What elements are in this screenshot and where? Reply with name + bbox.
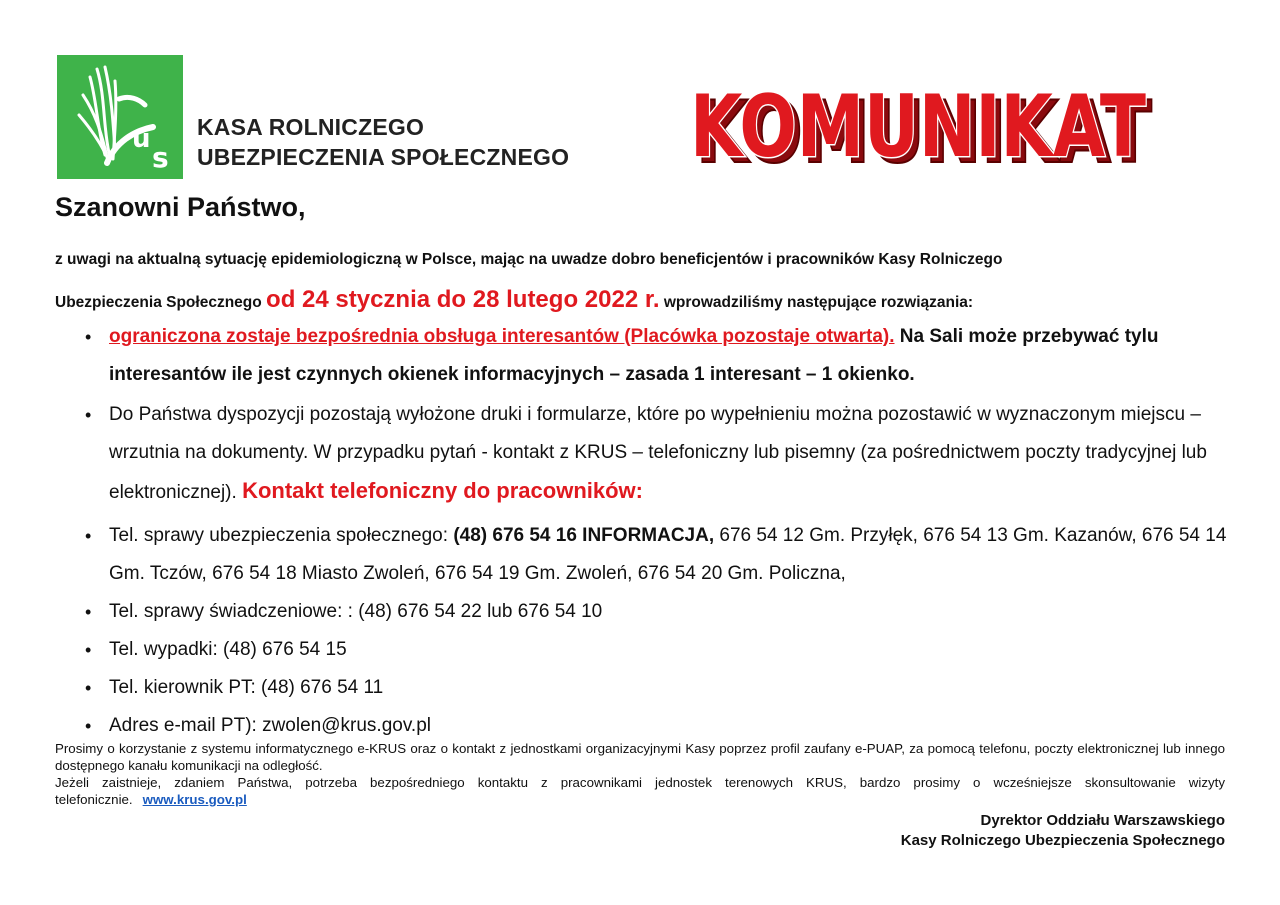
organization-name <box>197 112 569 172</box>
website-link[interactable]: www.krus.gov.pl <box>142 792 247 807</box>
komunikat-banner <box>686 78 1161 173</box>
item-1-red: ograniczona zostaje bezpośrednia obsługa interesantów (Placówka pozostaje otwarta). <box>109 326 895 347</box>
signature-line-2: Kasy Rolniczego Ubezpieczenia Społecznego <box>900 832 1225 849</box>
list-item: • Tel. kierownik PT: (48) 676 54 11 <box>80 669 1230 707</box>
svg-text:u: u <box>132 124 151 154</box>
footer-paragraph-2-text: Jeżeli zaistnieje, zdaniem Państwa, potrzeba bezpośredniego kontaktu z pracownikami jednostek terenowych KRUS, bardzo prosimy o wcześniejsze skonsultowanie wizyty telefonicznie. <box>55 775 1225 807</box>
signature <box>901 811 1225 851</box>
intro-text-a: Ubezpieczenia Społecznego <box>55 294 267 311</box>
list-item: • Adres e-mail PT): zwolen@krus.gov.pl <box>80 707 1230 745</box>
list-item <box>80 396 1230 512</box>
intro-line-1: z uwagi na aktualną sytuację epidemiologiczną w Polsce, mając na uwadze dobro beneficjentów i pracowników Kasy Rolniczego <box>55 251 1003 268</box>
list-item <box>80 318 1230 394</box>
intro-paragraph <box>55 240 1245 323</box>
footer-notice <box>55 740 1225 808</box>
org-line-1: KASA ROLNICZEGO <box>197 114 425 140</box>
item-3-a: Tel. sprawy ubezpieczenia społecznego: <box>109 525 454 546</box>
item-2-red: Kontakt telefoniczny do pracowników: <box>242 478 643 503</box>
footer-paragraph-1: Prosimy o korzystanie z systemu informatycznego e-KRUS oraz o kontakt z jednostkami organizacyjnymi Kasy poprzez profil zaufany e-PUAP, za pomocą telefonu, poczty elektronicznej lub innego dostępnego kanału komunikacji na odległość. <box>55 741 1225 773</box>
org-line-2: UBEZPIECZENIA SPOŁECZNEGO <box>197 144 570 170</box>
signature-line-1: Dyrektor Oddziału Warszawskiego <box>980 812 1225 829</box>
item-1-bold: Na Sali może przebywać tylu interesantów ile jest czynnych okienek informacyjnych – zasada 1 interesant – 1 okienko. <box>109 326 1159 385</box>
item-3-bold: (48) 676 54 16 INFORMACJA, <box>453 525 715 546</box>
list-item <box>80 517 1230 593</box>
greeting: Szanowni Państwo, <box>55 192 306 222</box>
list-item: • Tel. wypadki: (48) 676 54 15 <box>80 631 1230 669</box>
item-3-b: 676 54 12 Gm. Przyłęk, 676 54 13 Gm. Kazanów, 676 54 14 Gm. Tczów, 676 54 18 Miasto Zwoleń, 676 54 19 Gm. Zwoleń, 676 54 20 Gm. Policzna, <box>109 525 1227 584</box>
item-2-text: Do Państwa dyspozycji pozostają wyłożone druki i formularze, które po wypełnieniu można pozostawić w wyznaczonym miejscu – wrzutnia na dokumenty. W przypadku pytań - kontakt z KRUS – telefoniczny lub pisemny (za pośrednictwem poczty tradycyjnej lub elektronicznej). <box>109 404 1207 503</box>
intro-text-b: wprowadziliśmy następujące rozwiązania: <box>659 294 974 311</box>
measures-list <box>80 318 1230 745</box>
intro-dates: od 24 stycznia do 28 lutego 2022 r. <box>266 286 660 313</box>
krus-logo <box>57 55 183 179</box>
intro-line-2 <box>55 280 1245 323</box>
banner-text: KOMUNIKAT <box>690 78 1147 173</box>
svg-text:s: s <box>152 141 169 174</box>
list-item: • Tel. sprawy świadczeniowe: : (48) 676 54 22 lub 676 54 10 <box>80 593 1230 631</box>
banner-shadow: KOMUNIKAT <box>696 83 1153 173</box>
footer-paragraph-2 <box>55 774 1225 808</box>
